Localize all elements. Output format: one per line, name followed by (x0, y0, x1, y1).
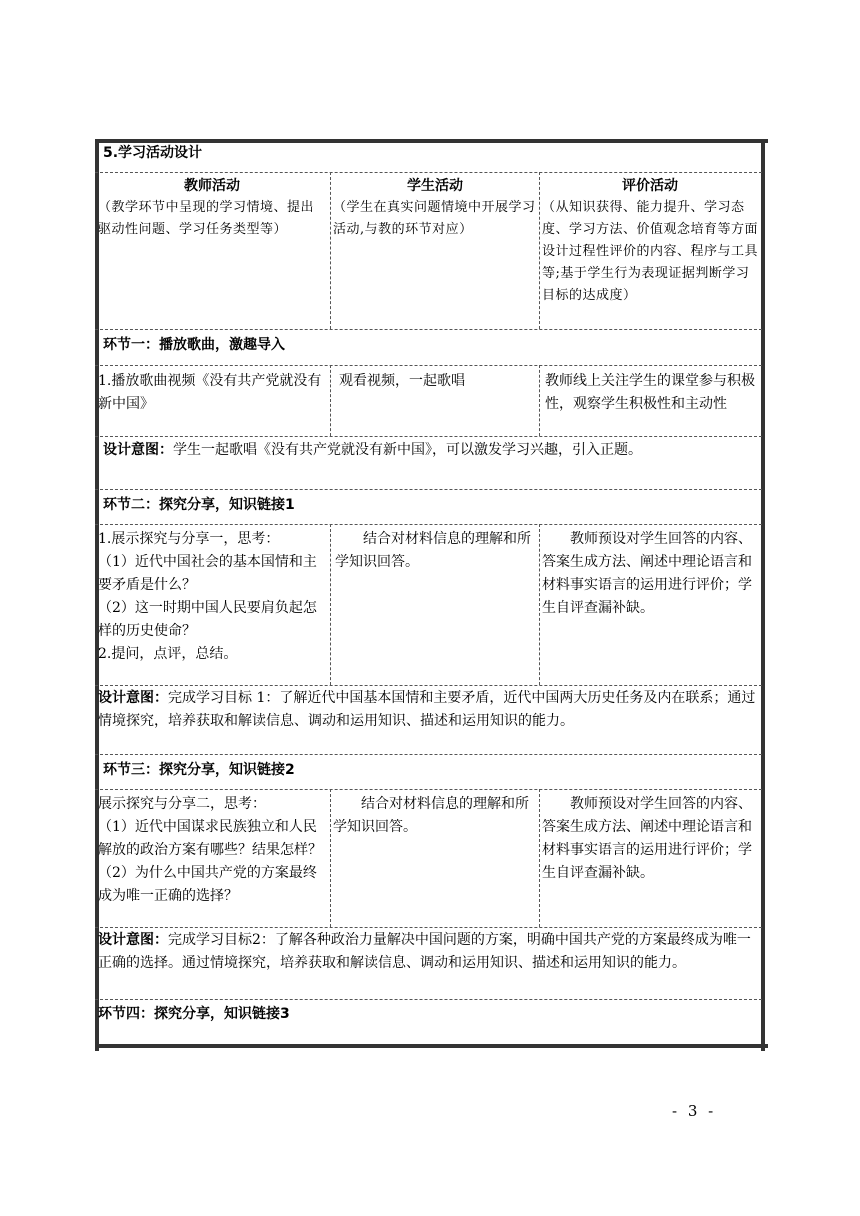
teacher-activity-cell (98, 370, 326, 416)
row-divider (95, 172, 762, 173)
design-intent-text: 学生一起歌唱《没有共产党就没有新中国》，可以激发学习兴趣，引入正题。 (173, 442, 642, 458)
design-intent-text: 完成学习目标2：了解各种政治力量解决中国问题的方案，明确中国共产党的方案最终成为唯一正确的选择。通过情境探究，培养获取和解读信息、调动和运用知识、描述和运用知识的能力。 (98, 932, 751, 971)
student-activity-title: 学生活动 (407, 178, 463, 194)
design-intent-label: 设计意图： (98, 932, 168, 948)
teacher-activity-title: 教师活动 (184, 178, 240, 194)
stage-title: 环节三：探究分享，知识链接2 (103, 762, 295, 778)
evaluation-activity-header (542, 175, 758, 307)
stage-title: 环节四：探究分享，知识链接3 (98, 1006, 290, 1022)
stage-title: 环节一：播放歌曲，激趣导入 (103, 337, 285, 353)
teacher-activity-item: （1）近代中国谋求民族独立和人民解放的政治方案有哪些？结果怎样？ (98, 819, 322, 858)
column-divider (330, 789, 331, 927)
row-divider (95, 789, 762, 790)
teacher-activity-item: 2.提问，点评，总结。 (98, 646, 238, 662)
student-activity-cell: 结合对材料信息的理解和所学知识回答。 (335, 531, 531, 570)
student-activity-desc: （学生在真实问题情境中开展学习活动,与教的环节对应） (333, 200, 536, 237)
column-divider (539, 789, 540, 927)
student-activity-cell: 观看视频，一起歌唱 (339, 373, 465, 389)
row-divider (95, 927, 762, 928)
row-divider (95, 436, 762, 437)
table-border-right (761, 139, 765, 1051)
design-intent (98, 687, 758, 733)
page-number: - 3 - (672, 1102, 717, 1120)
section-title: 5.学习活动设计 (103, 145, 203, 161)
column-divider (330, 172, 331, 329)
table-border-bottom (95, 1044, 768, 1048)
row-divider (95, 329, 762, 330)
teacher-activity-cell (98, 793, 328, 908)
teacher-activity-item: 1.播放歌曲视频《没有共产党就没有新中国》 (98, 373, 322, 412)
teacher-activity-header (98, 175, 326, 241)
teacher-activity-item: 展示探究与分享二，思考： (98, 796, 266, 812)
teacher-activity-item: （2）为什么中国共产党的方案最终成为唯一正确的选择？ (98, 865, 317, 904)
column-divider (330, 365, 331, 436)
design-intent-text: 完成学习目标 1：了解近代中国基本国情和主要矛盾，近代中国两大历史任务及内在联系；通过情境探究，培养获取和解读信息、调动和运用知识、描述和运用知识的能力。 (98, 690, 756, 729)
design-intent (98, 929, 758, 975)
column-divider (539, 365, 540, 436)
teacher-activity-item: （1）近代中国社会的基本国情和主要矛盾是什么？ (98, 554, 317, 593)
evaluation-activity-cell: 教师预设对学生回答的内容、答案生成方法、阐述中理论语言和材料事实语言的运用进行评价；学生自评查漏补缺。 (542, 531, 752, 616)
student-activity-header (333, 175, 537, 241)
teacher-activity-cell (98, 528, 326, 666)
design-intent-label: 设计意图： (98, 690, 168, 706)
teacher-activity-item: （2）这一时期中国人民要肩负起怎样的历史使命？ (98, 600, 317, 639)
student-activity-cell: 结合对材料信息的理解和所学知识回答。 (333, 796, 529, 835)
evaluation-activity-title: 评价活动 (622, 178, 678, 194)
row-divider (95, 489, 762, 490)
evaluation-activity-cell: 教师预设对学生回答的内容、答案生成方法、阐述中理论语言和材料事实语言的运用进行评价；学生自评查漏补缺。 (542, 796, 752, 881)
row-divider (95, 524, 762, 525)
design-intent (103, 439, 755, 462)
evaluation-activity-desc: （从知识获得、能力提升、学习态度、学习方法、价值观念培育等方面设计过程性评价的内容、程序与工具等;基于学生行为表现证据判断学习目标的达成度） (542, 200, 759, 303)
row-divider (95, 365, 762, 366)
teacher-activity-desc: （教学环节中呈现的学习情境、提出驱动性问题、学习任务类型等） (98, 200, 315, 237)
teacher-activity-item: 1.展示探究与分享一，思考： (98, 531, 280, 547)
row-divider (95, 754, 762, 755)
column-divider (539, 524, 540, 685)
column-divider (330, 524, 331, 685)
row-divider (95, 685, 762, 686)
row-divider (95, 999, 762, 1000)
column-divider (539, 172, 540, 329)
stage-title: 环节二：探究分享，知识链接1 (103, 497, 295, 513)
design-intent-label: 设计意图： (103, 442, 173, 458)
activity-design-table (95, 139, 762, 1045)
evaluation-activity-cell: 教师线上关注学生的课堂参与积极性，观察学生积极性和主动性 (545, 373, 755, 412)
